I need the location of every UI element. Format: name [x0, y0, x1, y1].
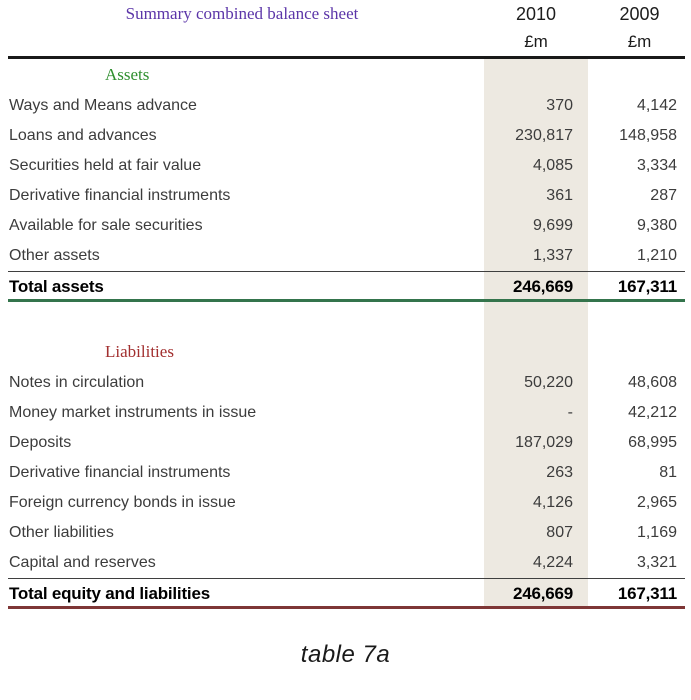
row-label: Other assets — [9, 247, 100, 264]
value-2010: 230,817 — [515, 127, 573, 144]
table-row — [0, 488, 691, 518]
value-2010: 1,337 — [532, 247, 573, 264]
table-row — [0, 368, 691, 398]
row-label: Capital and reserves — [9, 554, 156, 571]
table-row — [0, 458, 691, 488]
row-label: Other liabilities — [9, 524, 114, 541]
value-2010: 361 — [546, 187, 573, 204]
value-2009: 9,380 — [636, 217, 677, 234]
unit-label-2009: £m — [627, 32, 652, 51]
liabilities-section-label: Liabilities — [105, 342, 174, 361]
table-row — [0, 518, 691, 548]
value-2010: 50,220 — [524, 374, 573, 391]
value-2009: 4,142 — [636, 97, 677, 114]
table-header-row — [0, 0, 691, 28]
total-equity-liabilities-row — [0, 578, 691, 609]
table-title: Summary combined balance sheet — [125, 4, 359, 23]
unit-label-2010: £m — [524, 32, 548, 51]
table-row — [0, 211, 691, 241]
value-2010: 4,224 — [532, 554, 573, 571]
table-row — [0, 121, 691, 151]
row-label: Deposits — [9, 434, 72, 451]
row-label: Derivative financial instruments — [9, 464, 231, 481]
total-label: Total assets — [9, 276, 104, 296]
total-value-2009: 167,311 — [617, 583, 677, 603]
section-gap — [0, 302, 691, 336]
table-caption: table 7a — [300, 640, 391, 668]
column-header-2010: 2010 — [515, 3, 557, 24]
row-label: Ways and Means advance — [9, 97, 197, 114]
row-label: Notes in circulation — [9, 374, 145, 391]
section-header-liabilities — [0, 336, 691, 368]
table-row — [0, 181, 691, 211]
value-2010: 263 — [546, 464, 573, 481]
section-header-assets — [0, 59, 691, 91]
column-header-2009: 2009 — [619, 3, 660, 24]
table-row — [0, 241, 691, 271]
value-2009: 287 — [650, 187, 677, 204]
row-label: Money market instruments in issue — [9, 404, 257, 421]
value-2010: - — [567, 404, 573, 421]
value-2009: 2,965 — [636, 494, 677, 511]
table-row — [0, 428, 691, 458]
value-2009: 148,958 — [619, 127, 677, 144]
row-label: Loans and advances — [9, 127, 157, 144]
total-value-2010: 246,669 — [512, 276, 573, 296]
total-value-2009: 167,311 — [617, 276, 677, 296]
row-label: Derivative financial instruments — [9, 187, 231, 204]
value-2010: 9,699 — [532, 217, 573, 234]
row-label: Available for sale securities — [9, 217, 203, 234]
value-2009: 42,212 — [628, 404, 677, 421]
value-2010: 4,085 — [532, 157, 573, 174]
value-2009: 1,169 — [636, 524, 677, 541]
value-2009: 3,334 — [636, 157, 677, 174]
table-units-row — [0, 28, 691, 56]
total-value-2010: 246,669 — [512, 583, 573, 603]
table-row — [0, 548, 691, 578]
value-2010: 370 — [546, 97, 573, 114]
value-2009: 1,210 — [636, 247, 677, 264]
assets-section-label: Assets — [105, 65, 150, 84]
row-label: Foreign currency bonds in issue — [9, 494, 236, 511]
table-row — [0, 91, 691, 121]
value-2009: 81 — [659, 464, 677, 481]
row-label: Securities held at fair value — [9, 157, 202, 174]
total-assets-row — [0, 271, 691, 302]
table-row — [0, 151, 691, 181]
caption-area — [0, 609, 691, 700]
table-row — [0, 398, 691, 428]
value-2009: 68,995 — [628, 434, 677, 451]
value-2009: 3,321 — [636, 554, 677, 571]
value-2009: 48,608 — [628, 374, 677, 391]
total-label: Total equity and liabilities — [9, 583, 210, 603]
value-2010: 4,126 — [532, 494, 573, 511]
value-2010: 807 — [546, 524, 573, 541]
value-2010: 187,029 — [515, 434, 573, 451]
